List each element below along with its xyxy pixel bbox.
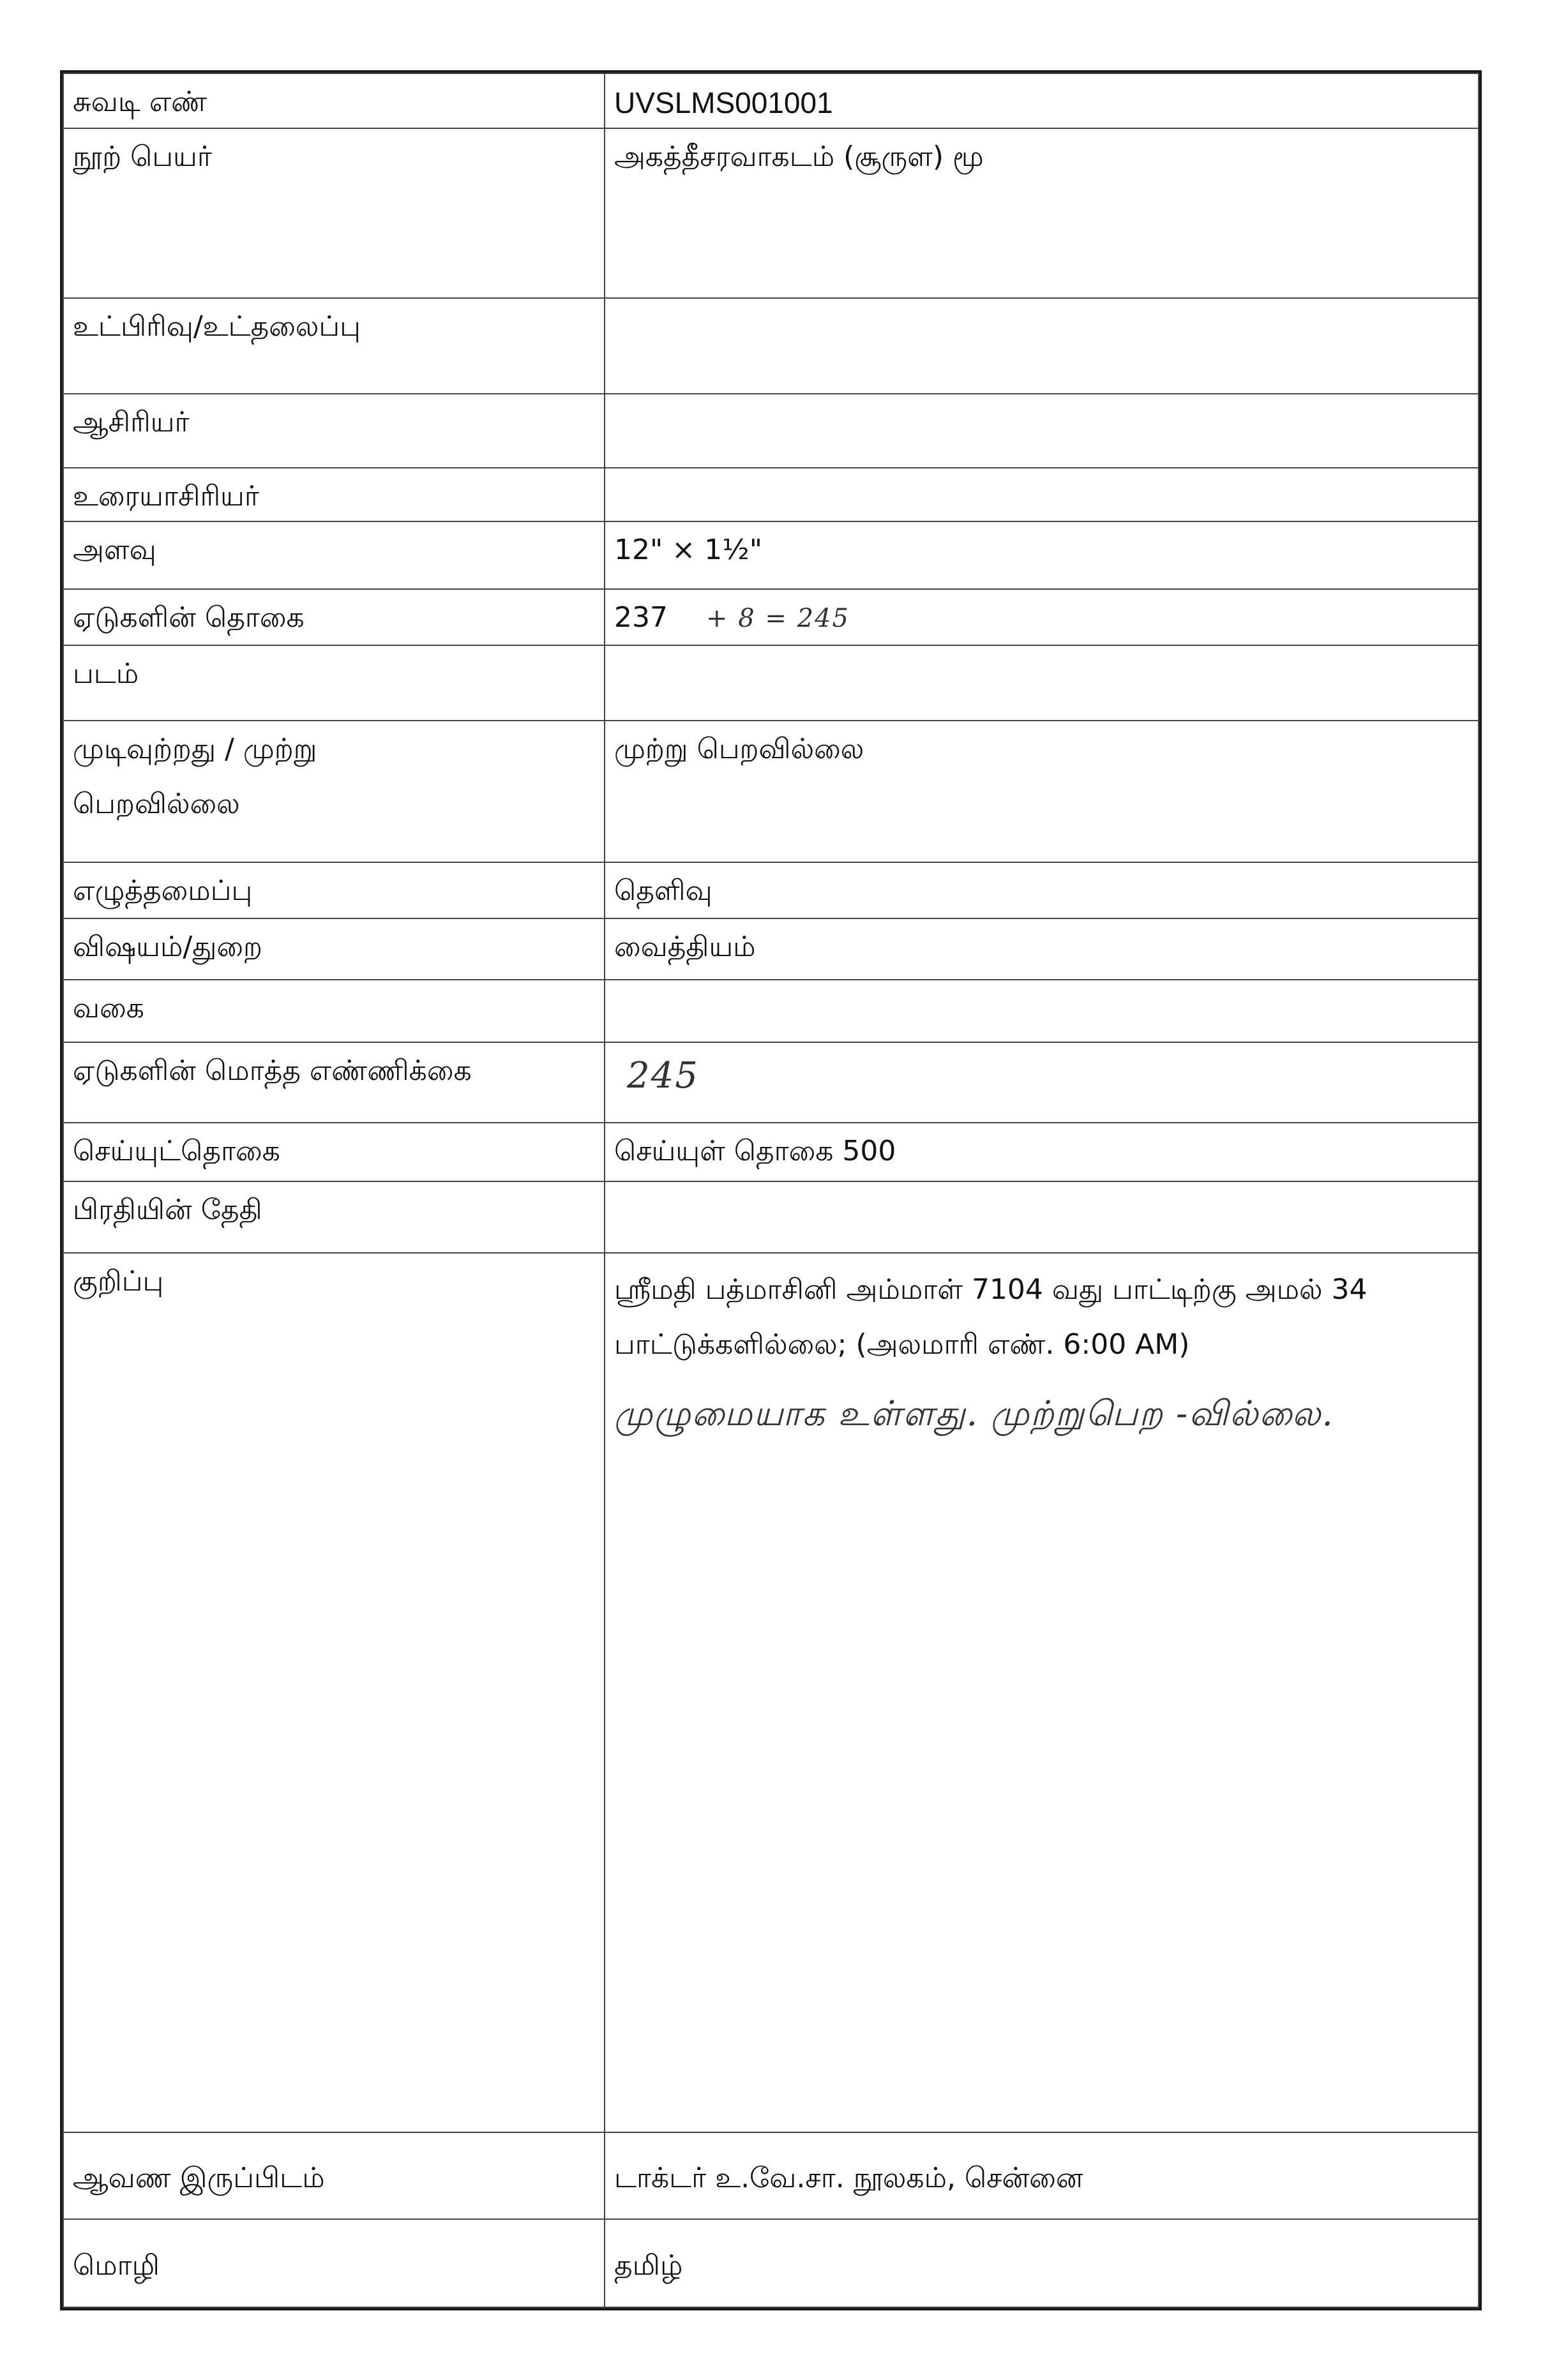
field-value: டாக்டர் உ.வே.சா. நூலகம், சென்னை [605, 2132, 1479, 2219]
field-label: உரையாசிரியர் [63, 468, 605, 521]
row-manuscript-number [63, 73, 1479, 128]
note-printed: ஸ்ரீமதி பத்மாசினி அம்மாள் 7104 வது பாட்டிற்கு அமல் 34 பாட்டுக்களில்லை; (அலமாரி எண். 6:00 AM) [614, 1273, 1367, 1361]
row-leaf-count [63, 589, 1479, 645]
field-label: வகை [63, 980, 605, 1042]
field-value [605, 589, 1479, 645]
field-value [605, 73, 1479, 128]
row-author [63, 394, 1479, 468]
field-value: தமிழ் [605, 2219, 1479, 2307]
catalog-sheet [60, 70, 1482, 2310]
field-label: செய்யுட்தொகை [63, 1123, 605, 1181]
row-copy-date [63, 1181, 1479, 1253]
manuscript-id: UVSLMS001001 [614, 86, 833, 119]
field-value: அகத்தீசரவாகடம் (சூருள) மூ [605, 128, 1479, 298]
label-line: பெறவில்லை [73, 787, 240, 820]
field-value: முற்று பெறவில்லை [605, 721, 1479, 862]
row-total-leaves [63, 1042, 1479, 1123]
field-label: குறிப்பு [63, 1253, 605, 2132]
field-label: ஆவண இருப்பிடம் [63, 2132, 605, 2219]
field-value: 12" × 1½" [605, 521, 1479, 589]
field-label: விஷயம்/துறை [63, 918, 605, 980]
handwritten-note: முழுமையாக உள்ளது. முற்றுபெற -வில்லை. [614, 1393, 1334, 1433]
row-commentator [63, 468, 1479, 521]
field-value: செய்யுள் தொகை 500 [605, 1123, 1479, 1181]
field-label [63, 721, 605, 862]
field-value [605, 645, 1479, 721]
row-completion [63, 721, 1479, 862]
field-value [605, 394, 1479, 468]
label-line: முடிவுற்றது / முற்று [73, 733, 317, 766]
field-label: படம் [63, 645, 605, 721]
field-label: எழுத்தமைப்பு [63, 862, 605, 918]
field-label: உட்பிரிவு/உட்தலைப்பு [63, 298, 605, 394]
row-subject [63, 918, 1479, 980]
row-subdivision [63, 298, 1479, 394]
row-repository [63, 2132, 1479, 2219]
field-value [605, 980, 1479, 1042]
row-title [63, 128, 1479, 298]
field-label: ஆசிரியர் [63, 394, 605, 468]
handwritten-leaf-addition: + 8 = 245 [705, 604, 850, 634]
field-value [605, 1253, 1479, 2132]
row-language [63, 2219, 1479, 2307]
handwritten-total-leaves: 245 [627, 1055, 699, 1097]
field-value [605, 468, 1479, 521]
manuscript-catalog-table [63, 73, 1479, 2308]
field-label: ஏடுகளின் தொகை [63, 589, 605, 645]
field-value [605, 1042, 1479, 1123]
row-verse-count [63, 1123, 1479, 1181]
row-script [63, 862, 1479, 918]
leaf-count-printed: 237 [614, 601, 668, 634]
field-label: அளவு [63, 521, 605, 589]
field-label: மொழி [63, 2219, 605, 2307]
field-label: ஏடுகளின் மொத்த எண்ணிக்கை [63, 1042, 605, 1123]
field-value: வைத்தியம் [605, 918, 1479, 980]
field-label: நூற் பெயர் [63, 128, 605, 298]
field-value [605, 298, 1479, 394]
field-label: சுவடி எண் [63, 73, 605, 128]
row-category [63, 980, 1479, 1042]
row-illustration [63, 645, 1479, 721]
field-label: பிரதியின் தேதி [63, 1181, 605, 1253]
row-size [63, 521, 1479, 589]
row-notes [63, 1253, 1479, 2132]
field-value [605, 1181, 1479, 1253]
field-value: தெளிவு [605, 862, 1479, 918]
